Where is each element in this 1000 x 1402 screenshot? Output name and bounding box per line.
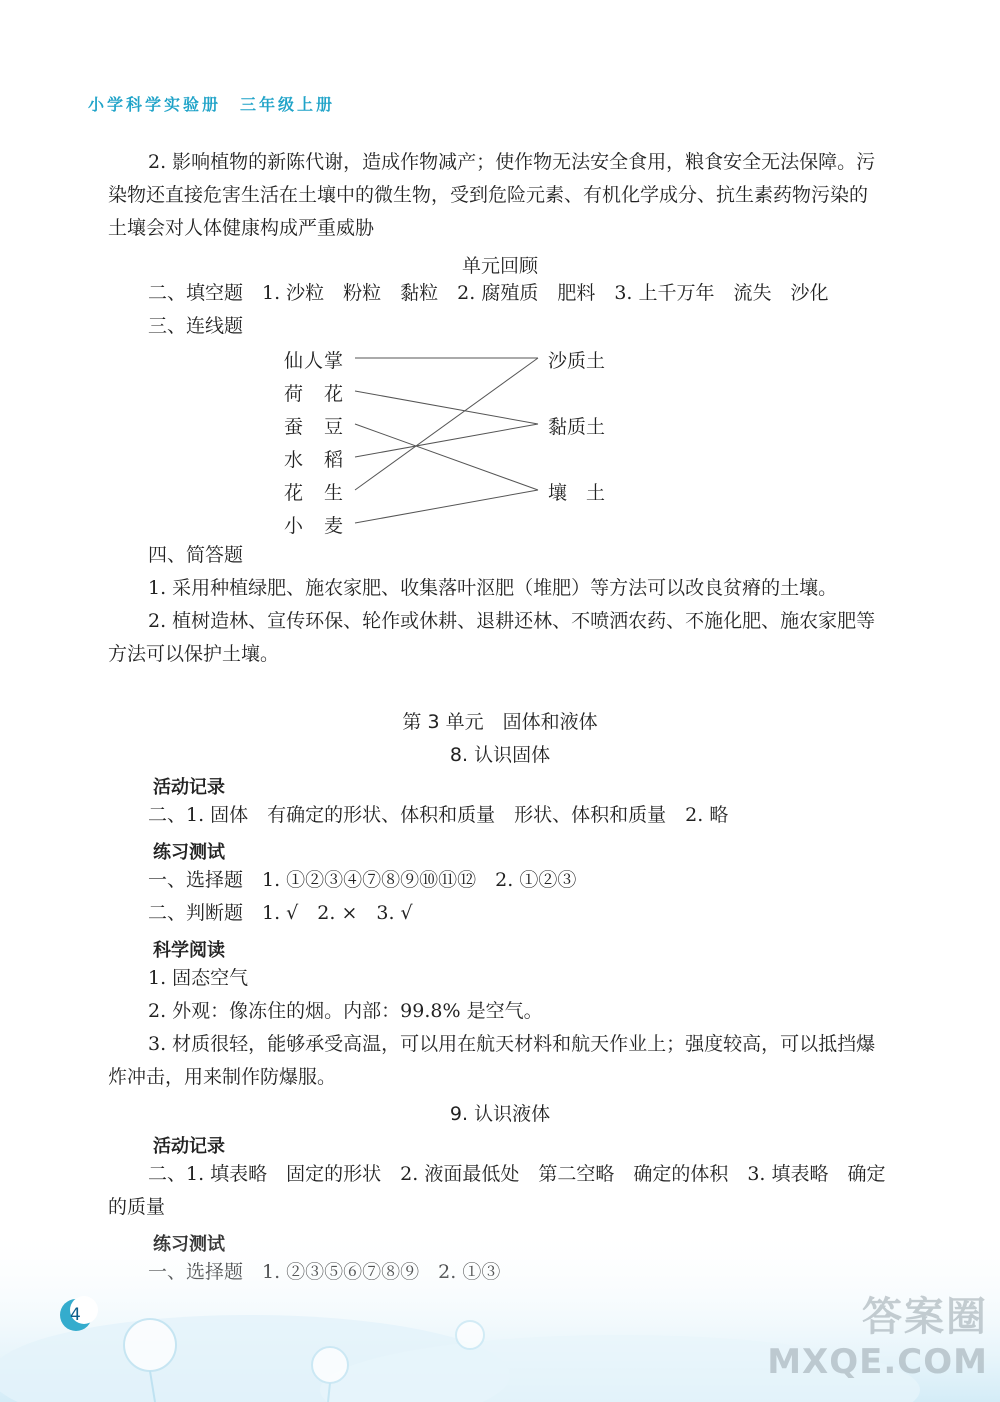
page-number: 4 [70,1305,81,1325]
paragraph-line: 2. 外观：像冻住的烟。内部：99.8% 是空气。 [148,1000,543,1022]
match-lines [0,0,1000,600]
fill-answers: 二、填空题 1. 沙粒 粉粒 黏粒 2. 腐殖质 肥料 3. 上千万年 流失 沙化 [148,282,829,304]
paragraph-line: 1. 采用种植绿肥、施农家肥、收集落叶沤肥（堆肥）等方法可以改良贫瘠的土壤。 [148,577,838,599]
paragraph-line: 2. 影响植物的新陈代谢，造成作物减产；使作物无法安全食用，粮食安全无法保障。污 [148,151,876,173]
match-line [355,424,538,490]
paragraph-line: 二、1. 固体 有确定的形状、体积和质量 形状、体积和质量 2. 略 [148,804,729,826]
match-left-item: 水 稻 [284,449,345,471]
match-left-item: 仙人掌 [284,350,345,372]
paragraph-line: 二、判断题 1. √ 2. × 3. √ [148,902,413,924]
match-heading: 三、连线题 [148,315,244,337]
subsection-heading: 活动记录 [153,1136,225,1157]
paragraph-line: 3. 材质很轻，能够承受高温，可以用在航天材料和航天作业上；强度较高，可以抵挡爆 [148,1033,876,1055]
match-right-item: 壤 土 [548,482,606,504]
subsection-heading: 科学阅读 [153,940,225,961]
match-right-item: 黏质土 [548,416,606,438]
paragraph-line: 一、选择题 1. ①②③④⑦⑧⑨⑩⑪⑫ 2. ①②③ [148,869,577,891]
section-title: 单元回顾 [461,255,538,277]
subsection-heading: 活动记录 [153,777,225,798]
match-line [355,391,538,424]
paragraph-line: 二、1. 填表略 固定的形状 2. 液面最低处 第二空略 确定的体积 3. 填表略 确定 [148,1163,886,1185]
paragraph-line: 1. 固态空气 [148,967,249,989]
book-header: 小学科学实验册 三年级上册 [88,95,336,114]
unit-title: 第 3 单元 固体和液体 [402,711,598,733]
paragraph-line: 的质量 [108,1196,166,1218]
paragraph-line: 2. 植树造林、宣传环保、轮作或休耕、退耕还林、不喷洒农药、不施化肥、施农家肥等 [148,610,876,632]
watermark-text: 答案圈 [862,1294,988,1340]
match-line [355,424,538,457]
watermark-url: MXQE.COM [767,1342,988,1382]
match-right-item: 沙质土 [548,350,606,372]
watermark [767,1285,988,1382]
short-answer-heading: 四、简答题 [148,544,244,566]
paragraph-line: 方法可以保护土壤。 [108,643,280,665]
match-line [355,490,538,523]
lesson-title: 8. 认识固体 [449,744,551,766]
paragraph-line: 土壤会对人体健康构成严重威胁 [108,217,375,239]
match-left-item: 蚕 豆 [284,416,345,438]
paragraph-line: 染物还直接危害生活在土壤中的微生物，受到危险元素、有机化学成分、抗生素药物污染的 [108,184,869,206]
lesson-title: 9. 认识液体 [449,1103,551,1125]
subsection-heading: 练习测试 [153,842,225,863]
paragraph-line: 炸冲击，用来制作防爆服。 [108,1066,337,1088]
match-left-item: 荷 花 [284,383,345,405]
match-left-item: 小 麦 [284,515,345,537]
match-line [355,358,538,490]
match-left-item: 花 生 [284,482,345,504]
